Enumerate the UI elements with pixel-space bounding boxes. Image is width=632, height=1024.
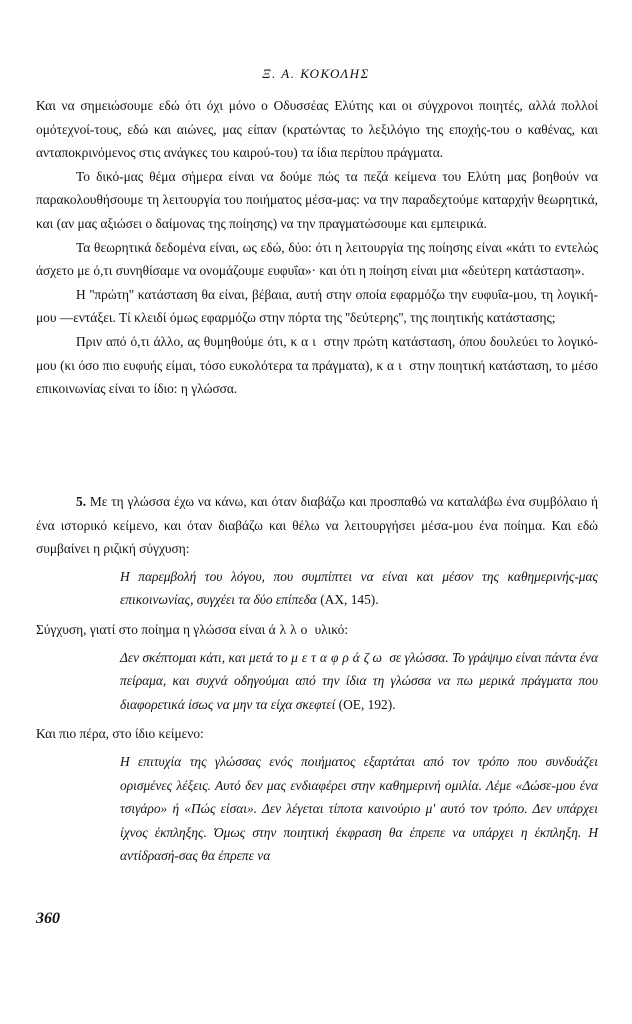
section-5-intro [36, 490, 598, 561]
quote-2-reference: (ΟΕ, 192). [338, 696, 396, 712]
paragraph-3: Τα θεωρητικά δεδομένα είναι, ως εδώ, δύο: ότι η λειτουργία της ποίησης είναι «κάτι το εντελώς άσχετο με ό,τι συνηθίσαμε να ονομάζουμε ευφυΐα»· και ότι η ποίηση είναι μια «δεύτερη κατάσταση». [36, 239, 598, 279]
paragraph-5 [36, 330, 598, 401]
body-text [36, 94, 598, 401]
quote-2-text-b: σε γλώσσα. Το γράψιμο είναι πάντα ένα πείραμα, και συχνά οδηγούμαι από την ίδια τη γλώσσα να πω μερικά πράγματα που διαφορετικά ίσως να μην τα είχα σκεφτεί [120, 649, 599, 712]
emphasis-spaced: και [290, 333, 320, 349]
running-head: Ξ. Α. ΚΟΚΟΛΗΣ [262, 66, 370, 81]
confusion-line [36, 618, 598, 642]
section-5 [36, 490, 598, 874]
paragraph-4: Η ''πρώτη'' κατάσταση θα είναι, βέβαια, αυτή στην οποία εφαρμόζω την ευφυΐα-μου, τη λογική-μου —εντάξει. Τί κλειδί όμως εφαρμόζω στην πόρτα της ''δεύτερης'', της ποιητικής κατάστασης; [36, 286, 598, 326]
page-number: 360 [36, 910, 60, 927]
paragraph-5-text-b: στην πρώτη κατάσταση, όπου δουλεύει το λογικό-μου (κι όσο πιο ευφυής είμαι, τόσο ευκολότερα τα πράγματα), [36, 333, 598, 373]
quote-2-text-a: Δεν σκέπτομαι κάτι, και μετά το [120, 649, 288, 665]
paragraph-5-text-c: στην ποιητική κατάσταση, το μέσο επικοινωνίας είναι το ίδιο: η γλώσσα. [36, 357, 598, 397]
section-number: 5. [76, 494, 87, 509]
emphasis-spaced: άλλο [268, 621, 312, 637]
quote-1-text: Η παρεμβολή του λόγου, που συμπίπτει να είναι και μέσον της καθημερινής-μας επικοινωνίας, συγχέει τα δύο επίπεδα [120, 568, 598, 608]
confusion-text-b: υλικό: [314, 621, 349, 637]
emphasis-spaced: και [376, 357, 406, 373]
paragraph-5-text-a: Πριν από ό,τι άλλο, ας θυμηθούμε ότι, [76, 333, 287, 349]
quote-1-reference: (ΑΧ, 145). [320, 592, 379, 608]
section-5-intro-text: Με τη γλώσσα έχω να κάνω, και όταν διαβάζω και προσπαθώ να καταλάβω ένα συμβόλαιο ή ένα ιστορικό κείμενο, και όταν διαβάζω και θέλω να λειτουργήσει μέσα-μου ένα ποίημα. Και εδώ συμβαίνει η ριζική σύγχυση: [36, 494, 598, 557]
block-quote-2 [120, 646, 598, 717]
paragraph-2: Το δικό-μας θέμα σήμερα είναι να δούμε πώς τα πεζά κείμενα του Ελύτη μας βοηθούν να παρακολουθήσουμε τη λειτουργία του ποιήματος μέσα-μας: να την παραδεχτούμε καταρχήν θεωρητικά, και (αν μας αξιώσει ο δαίμονας της ποίησης) να την πραγματώσουμε και εμπειρικά. [36, 168, 598, 231]
further-line: Και πιο πέρα, στο ίδιο κείμενο: [36, 726, 204, 742]
block-quote-3: Η επιτυχία της γλώσσας ενός ποιήματος εξαρτάται από τον τρόπο που συνδυάζει ορισμένες λέξεις. Αυτό δεν μας ενδιαφέρει στην καθημερινή ομιλία. Λέμε «Δώσε-μου ένα τσιγάρο» ή «Πώς είσαι». Δεν λέγεται τίποτα καινούριο μ' αυτό τον τρόπο. Δεν υπάρχει ίχνος έκπληξης. Όμως στην ποιητική έκφραση θα έπρεπε να υπάρχει η έκπληξη. Η αντίδρασή-σας θα έπρεπε να [120, 753, 598, 864]
paragraph-1: Και να σημειώσουμε εδώ ότι όχι μόνο ο Οδυσσέας Ελύτης και οι σύγχρονοι ποιητές, αλλά πολλοί ομότεχνοί-τους, εδώ και αιώνες, μας είπαν (κρατώντας το λεξιλόγιο της εποχής-του ο καθένας, και ανταποκρινόμενος στις ανάγκες του καιρού-του) τα ίδια περίπου πράγματα. [36, 98, 598, 161]
emphasis-spaced: μεταφράζω [291, 649, 386, 665]
confusion-text-a: Σύγχυση, γιατί στο ποίημα η γλώσσα είναι [36, 621, 266, 637]
block-quote-1 [120, 565, 598, 612]
